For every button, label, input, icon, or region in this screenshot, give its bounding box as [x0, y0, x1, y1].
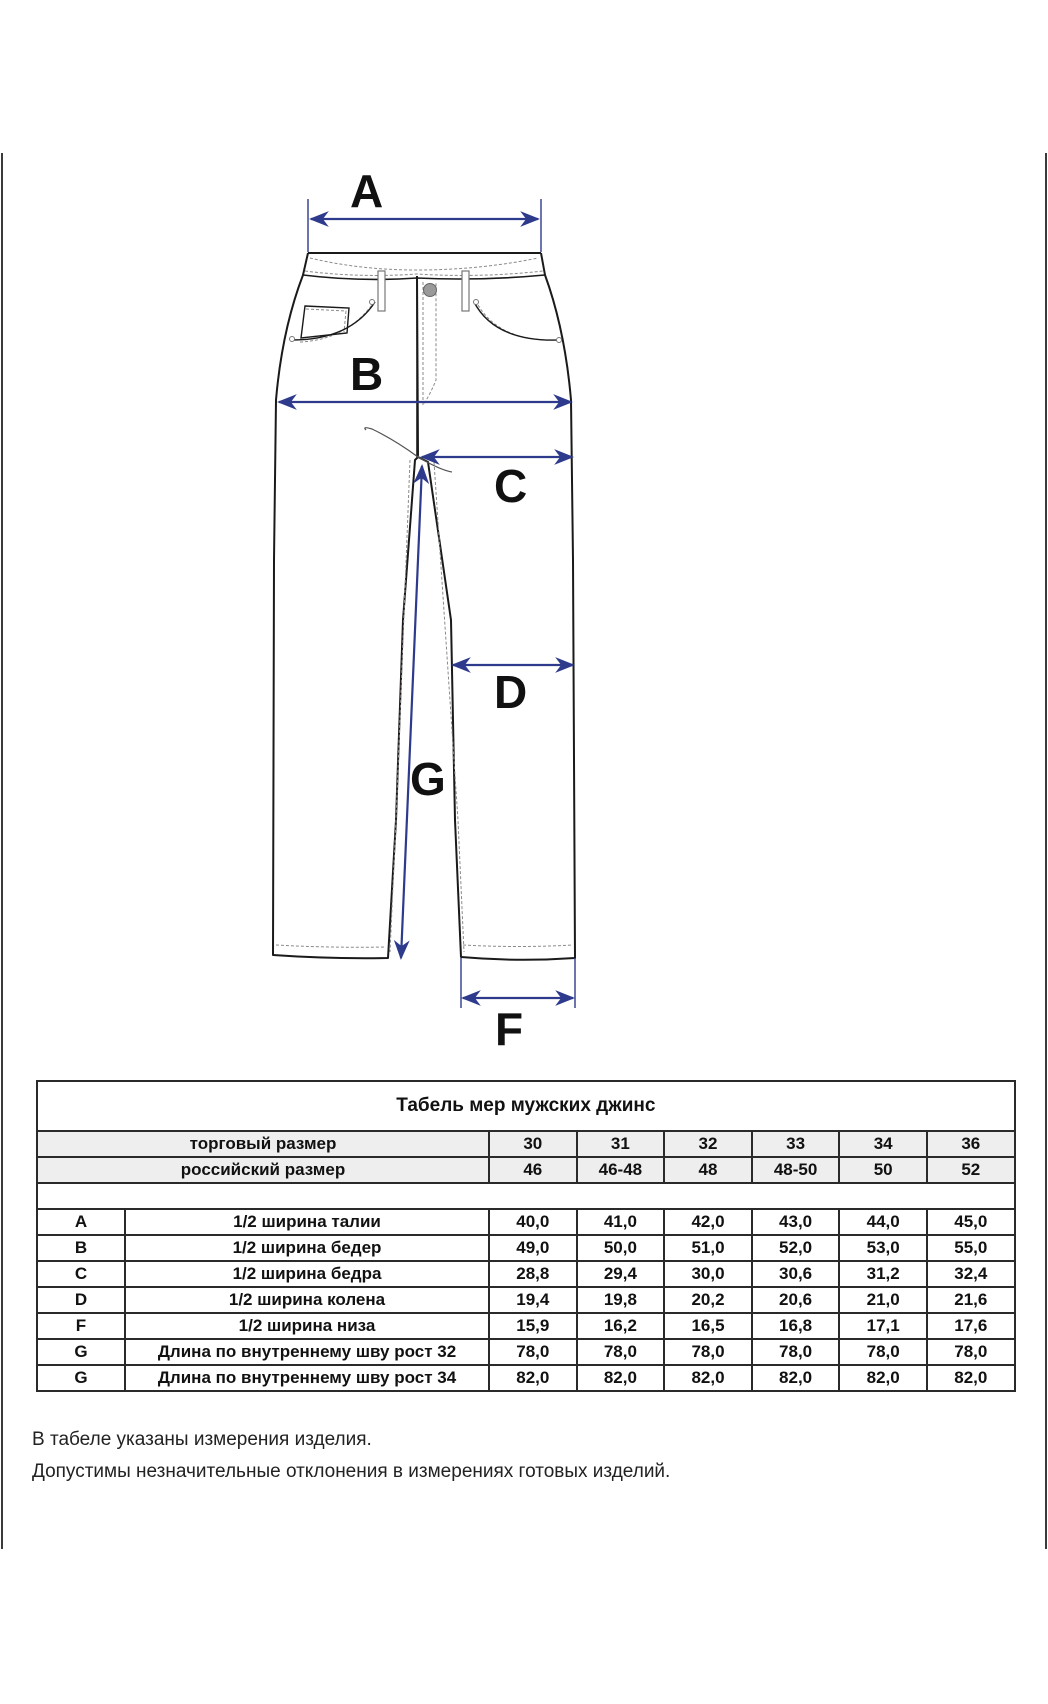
measurement-label: 1/2 ширина колена: [125, 1287, 489, 1313]
dimension-label-b: B: [350, 348, 384, 400]
measurement-value: 16,2: [577, 1313, 665, 1339]
measurement-label: Длина по внутреннему шву рост 32: [125, 1339, 489, 1365]
trade-size-cell: 32: [664, 1131, 752, 1157]
russian-size-row: [37, 1157, 1015, 1183]
measurement-value: 32,4: [927, 1261, 1015, 1287]
measurement-code: G: [37, 1365, 125, 1391]
jeans-drawing: [273, 253, 575, 960]
russian-size-cell: 46: [489, 1157, 577, 1183]
rivet: [474, 300, 479, 305]
measurement-value: 50,0: [577, 1235, 665, 1261]
rivet: [557, 338, 562, 343]
measurement-value: 28,8: [489, 1261, 577, 1287]
measurement-code: B: [37, 1235, 125, 1261]
measurement-value: 82,0: [489, 1365, 577, 1391]
measurement-value: 21,0: [839, 1287, 927, 1313]
measurement-value: 43,0: [752, 1209, 840, 1235]
measurement-value: 78,0: [927, 1339, 1015, 1365]
measurement-label: 1/2 ширина низа: [125, 1313, 489, 1339]
measurement-row: [37, 1313, 1015, 1339]
measurement-value: 16,8: [752, 1313, 840, 1339]
russian-size-cell: 52: [927, 1157, 1015, 1183]
measurement-code: C: [37, 1261, 125, 1287]
measurement-label: 1/2 ширина бедра: [125, 1261, 489, 1287]
measurement-value: 16,5: [664, 1313, 752, 1339]
dimension-label-d: D: [494, 666, 528, 718]
measurement-value: 53,0: [839, 1235, 927, 1261]
measurement-code: A: [37, 1209, 125, 1235]
measurement-code: D: [37, 1287, 125, 1313]
measurement-value: 51,0: [664, 1235, 752, 1261]
measurement-value: 52,0: [752, 1235, 840, 1261]
measurement-value: 42,0: [664, 1209, 752, 1235]
measurement-value: 78,0: [577, 1339, 665, 1365]
measurement-value: 45,0: [927, 1209, 1015, 1235]
measurement-value: 17,1: [839, 1313, 927, 1339]
trade-size-row: [37, 1131, 1015, 1157]
measurement-value: 30,0: [664, 1261, 752, 1287]
rivet: [370, 300, 375, 305]
jeans-outline-right: [418, 253, 575, 960]
measurement-value: 82,0: [927, 1365, 1015, 1391]
note-line-2: Допустимы незначительные отклонения в измерениях готовых изделий.: [32, 1461, 671, 1482]
measurement-code: F: [37, 1313, 125, 1339]
trade-size-cell: 34: [839, 1131, 927, 1157]
measurement-value: 40,0: [489, 1209, 577, 1235]
measurement-value: 82,0: [839, 1365, 927, 1391]
measurement-value: 15,9: [489, 1313, 577, 1339]
trade-size-cell: 36: [927, 1131, 1015, 1157]
measurement-value: 19,8: [577, 1287, 665, 1313]
measurement-row: [37, 1339, 1015, 1365]
measurement-value: 20,6: [752, 1287, 840, 1313]
measurement-value: 82,0: [752, 1365, 840, 1391]
dimension-label-c: C: [494, 460, 528, 512]
measurement-value: 29,4: [577, 1261, 665, 1287]
measurement-value: 21,6: [927, 1287, 1015, 1313]
russian-size-cell: 48-50: [752, 1157, 840, 1183]
measurement-value: 82,0: [577, 1365, 665, 1391]
belt-loop-right: [462, 271, 469, 311]
measurement-value: 78,0: [664, 1339, 752, 1365]
measurement-label: 1/2 ширина бедер: [125, 1235, 489, 1261]
measurement-value: 55,0: [927, 1235, 1015, 1261]
measurement-value: 49,0: [489, 1235, 577, 1261]
trade-size-cell: 30: [489, 1131, 577, 1157]
measurement-label: Длина по внутреннему шву рост 34: [125, 1365, 489, 1391]
dimension-label-a: A: [350, 165, 384, 217]
rivet: [290, 337, 295, 342]
measurement-row: [37, 1287, 1015, 1313]
trade-size-label: торговый размер: [37, 1131, 489, 1157]
belt-loop-left: [378, 271, 385, 311]
jeans-outline-left: [273, 253, 418, 958]
table-spacer-cell: [37, 1183, 1015, 1209]
measurement-value: 30,6: [752, 1261, 840, 1287]
measurement-value: 17,6: [927, 1313, 1015, 1339]
dimension-label-f: F: [495, 1003, 524, 1055]
table-title-row: [37, 1081, 1015, 1131]
measurement-row: [37, 1235, 1015, 1261]
measurement-label: 1/2 ширина талии: [125, 1209, 489, 1235]
button-icon: [424, 284, 437, 297]
russian-size-label: российский размер: [37, 1157, 489, 1183]
measurement-row: [37, 1365, 1015, 1391]
measurement-value: 31,2: [839, 1261, 927, 1287]
measurement-value: 78,0: [752, 1339, 840, 1365]
measurement-value: 41,0: [577, 1209, 665, 1235]
table-spacer-row: [37, 1183, 1015, 1209]
measurement-value: 44,0: [839, 1209, 927, 1235]
measurement-value: 78,0: [839, 1339, 927, 1365]
measurement-value: 82,0: [664, 1365, 752, 1391]
measurement-code: G: [37, 1339, 125, 1365]
measurement-value: 19,4: [489, 1287, 577, 1313]
table-notes: [32, 1424, 670, 1488]
measurement-row: [37, 1209, 1015, 1235]
trade-size-cell: 31: [577, 1131, 665, 1157]
measurement-row: [37, 1261, 1015, 1287]
size-chart-table: [36, 1080, 1016, 1392]
trade-size-cell: 33: [752, 1131, 840, 1157]
dimension-label-g: G: [410, 753, 446, 805]
measurement-value: 78,0: [489, 1339, 577, 1365]
russian-size-cell: 48: [664, 1157, 752, 1183]
measurement-value: 20,2: [664, 1287, 752, 1313]
table-title: Табель мер мужских джинс: [37, 1081, 1015, 1131]
note-line-1: В табеле указаны измерения изделия.: [32, 1429, 372, 1450]
russian-size-cell: 46-48: [577, 1157, 665, 1183]
russian-size-cell: 50: [839, 1157, 927, 1183]
